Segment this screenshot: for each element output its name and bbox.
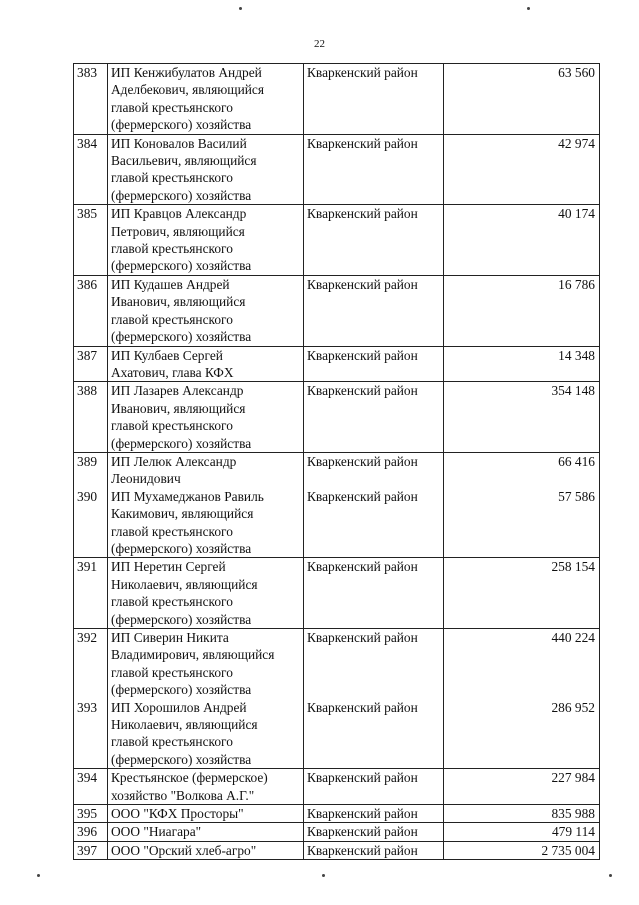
row-number: 390	[77, 488, 98, 504]
amount-cell	[444, 452, 600, 557]
amount-cell	[444, 205, 600, 276]
district: Кваркенский район	[307, 842, 418, 858]
table-row	[74, 629, 600, 769]
scan-speck	[322, 874, 325, 877]
row-number-cell	[74, 823, 108, 841]
recipient-name-cell	[108, 629, 304, 769]
row-number-cell	[74, 558, 108, 629]
row-number: 387	[77, 347, 98, 363]
table-row	[74, 805, 600, 823]
recipient-name: ИП Кудашев Андрей	[111, 276, 230, 292]
row-number-cell	[74, 346, 108, 382]
row-number: 396	[77, 824, 98, 840]
recipient-name: ИП Хорошилов Андрей	[111, 699, 247, 715]
row-number: 391	[77, 559, 98, 575]
recipient-name: (фермерского) хозяйства	[111, 682, 252, 698]
amount: 16 786	[558, 276, 595, 292]
table-row	[74, 558, 600, 629]
recipient-name: главой крестьянского	[111, 241, 233, 257]
table-row	[74, 275, 600, 346]
amount-cell	[444, 134, 600, 205]
scan-speck	[37, 874, 40, 877]
row-number-cell	[74, 452, 108, 557]
amount: 14 348	[558, 347, 595, 363]
row-number: 386	[77, 276, 98, 292]
recipient-name: ИП Лелюк Александр	[111, 453, 237, 469]
row-number: 397	[77, 842, 98, 858]
recipient-name: ИП Кравцов Александр	[111, 206, 247, 222]
recipient-name: ИП Коновалов Василий	[111, 135, 247, 151]
subsidy-table	[73, 63, 600, 860]
table-row	[74, 134, 600, 205]
recipient-name-cell	[108, 841, 304, 859]
recipient-name: главой крестьянского	[111, 594, 233, 610]
district: Кваркенский район	[307, 453, 418, 469]
amount: 42 974	[558, 135, 595, 151]
amount: 258 154	[551, 559, 595, 575]
district-cell	[304, 205, 444, 276]
amount: 354 148	[551, 383, 595, 399]
amount: 286 952	[551, 699, 595, 715]
district: Кваркенский район	[307, 276, 418, 292]
row-number-cell	[74, 275, 108, 346]
district: Кваркенский район	[307, 347, 418, 363]
district-cell	[304, 452, 444, 557]
table-row	[74, 346, 600, 382]
recipient-name: (фермерского) хозяйства	[111, 435, 252, 451]
table-row	[74, 64, 600, 135]
recipient-name-cell	[108, 452, 304, 557]
table-row	[74, 841, 600, 859]
table-row	[74, 452, 600, 557]
recipient-name: Васильевич, являющийся	[111, 153, 257, 169]
recipient-name: ООО "Ниагара"	[111, 824, 202, 840]
recipient-name: (фермерского) хозяйства	[111, 187, 252, 203]
district-cell	[304, 769, 444, 805]
recipient-name: ИП Сиверин Никита	[111, 630, 229, 645]
amount: 227 984	[551, 770, 595, 786]
table-row	[74, 823, 600, 841]
district-cell	[304, 629, 444, 769]
district-cell	[304, 805, 444, 823]
amount: 479 114	[551, 824, 595, 840]
page-number: 22	[314, 38, 325, 50]
district: Кваркенский район	[307, 135, 418, 151]
recipient-name: Николаевич, являющийся	[111, 717, 258, 733]
recipient-name: главой крестьянского	[111, 523, 233, 539]
recipient-name: (фермерского) хозяйства	[111, 117, 252, 133]
district: Кваркенский район	[307, 824, 418, 840]
district: Кваркенский район	[307, 488, 418, 504]
row-number-cell	[74, 382, 108, 453]
recipient-name: Петрович, являющийся	[111, 223, 245, 239]
scan-speck	[609, 874, 612, 877]
row-number: 389	[77, 453, 98, 469]
recipient-name: главой крестьянского	[111, 311, 233, 327]
table-row	[74, 382, 600, 453]
row-number: 385	[77, 206, 98, 222]
district: Кваркенский район	[307, 65, 418, 80]
recipient-name: ООО "КФХ Просторы"	[111, 806, 244, 822]
row-number: 388	[77, 383, 98, 399]
district: Кваркенский район	[307, 383, 418, 399]
district-cell	[304, 841, 444, 859]
recipient-name: главой крестьянского	[111, 99, 233, 115]
recipient-name: (фермерского) хозяйства	[111, 751, 252, 767]
recipient-name: Какимович, являющийся	[111, 506, 254, 522]
amount: 66 416	[558, 453, 595, 469]
table-row	[74, 205, 600, 276]
row-number: 393	[77, 699, 98, 715]
row-number: 384	[77, 135, 98, 151]
recipient-name-cell	[108, 769, 304, 805]
recipient-name: главой крестьянского	[111, 734, 233, 750]
amount-cell	[444, 346, 600, 382]
recipient-name: (фермерского) хозяйства	[111, 611, 252, 627]
recipient-name-cell	[108, 205, 304, 276]
amount: 835 988	[551, 806, 595, 822]
district: Кваркенский район	[307, 630, 418, 645]
recipient-name: Иванович, являющийся	[111, 400, 246, 416]
amount-cell	[444, 275, 600, 346]
amount-cell	[444, 805, 600, 823]
district-cell	[304, 134, 444, 205]
recipient-name: ИП Мухамеджанов Равиль	[111, 488, 264, 504]
recipient-name: Иванович, являющийся	[111, 294, 246, 310]
scan-speck	[527, 7, 530, 10]
row-number: 392	[77, 630, 98, 645]
recipient-name: Ахатович, глава КФХ	[111, 364, 234, 380]
amount: 63 560	[558, 65, 595, 80]
row-number-cell	[74, 629, 108, 769]
district-cell	[304, 558, 444, 629]
row-number: 383	[77, 65, 98, 80]
district-cell	[304, 346, 444, 382]
recipient-name-cell	[108, 823, 304, 841]
district: Кваркенский район	[307, 559, 418, 575]
row-number-cell	[74, 841, 108, 859]
district-cell	[304, 64, 444, 135]
district: Кваркенский район	[307, 206, 418, 222]
row-number-cell	[74, 805, 108, 823]
amount-cell	[444, 841, 600, 859]
recipient-name-cell	[108, 64, 304, 135]
recipient-name: (фермерского) хозяйства	[111, 540, 252, 556]
recipient-name: главой крестьянского	[111, 418, 233, 434]
recipient-name: главой крестьянского	[111, 170, 233, 186]
table-row	[74, 769, 600, 805]
recipient-name: ИП Кулбаев Сергей	[111, 347, 223, 363]
recipient-name-cell	[108, 134, 304, 205]
recipient-name: Николаевич, являющийся	[111, 576, 258, 592]
recipient-name-cell	[108, 382, 304, 453]
recipient-name: ИП Лазарев Александр	[111, 383, 244, 399]
row-number: 395	[77, 806, 98, 822]
recipient-name: главой крестьянского	[111, 664, 233, 680]
district-cell	[304, 823, 444, 841]
amount: 440 224	[551, 630, 595, 645]
row-number-cell	[74, 205, 108, 276]
amount-cell	[444, 629, 600, 769]
amount-cell	[444, 64, 600, 135]
recipient-name: (фермерского) хозяйства	[111, 329, 252, 345]
recipient-name-cell	[108, 558, 304, 629]
scan-speck	[239, 7, 242, 10]
row-number: 394	[77, 770, 98, 786]
recipient-name: (фермерского) хозяйства	[111, 258, 252, 274]
recipient-name: ИП Кенжибулатов Андрей	[111, 65, 262, 80]
recipient-name-cell	[108, 346, 304, 382]
district: Кваркенский район	[307, 806, 418, 822]
amount-cell	[444, 823, 600, 841]
amount-cell	[444, 558, 600, 629]
row-number-cell	[74, 769, 108, 805]
amount-cell	[444, 769, 600, 805]
amount: 57 586	[558, 488, 595, 504]
recipient-name: ООО "Орский хлеб-агро"	[111, 842, 257, 858]
amount-cell	[444, 382, 600, 453]
recipient-name: Владимирович, являющийся	[111, 647, 275, 663]
amount: 40 174	[558, 206, 595, 222]
recipient-name-cell	[108, 275, 304, 346]
recipient-name: Леонидович	[111, 471, 181, 487]
row-number-cell	[74, 134, 108, 205]
amount: 2 735 004	[541, 842, 595, 858]
recipient-name-cell	[108, 805, 304, 823]
district-cell	[304, 275, 444, 346]
district: Кваркенский район	[307, 699, 418, 715]
recipient-name: хозяйство "Волкова А.Г."	[111, 787, 255, 803]
recipient-name: ИП Неретин Сергей	[111, 559, 226, 575]
row-number-cell	[74, 64, 108, 135]
recipient-name: Крестьянское (фермерское)	[111, 770, 268, 786]
district: Кваркенский район	[307, 770, 418, 786]
district-cell	[304, 382, 444, 453]
recipient-name: Аделбекович, являющийся	[111, 82, 265, 98]
